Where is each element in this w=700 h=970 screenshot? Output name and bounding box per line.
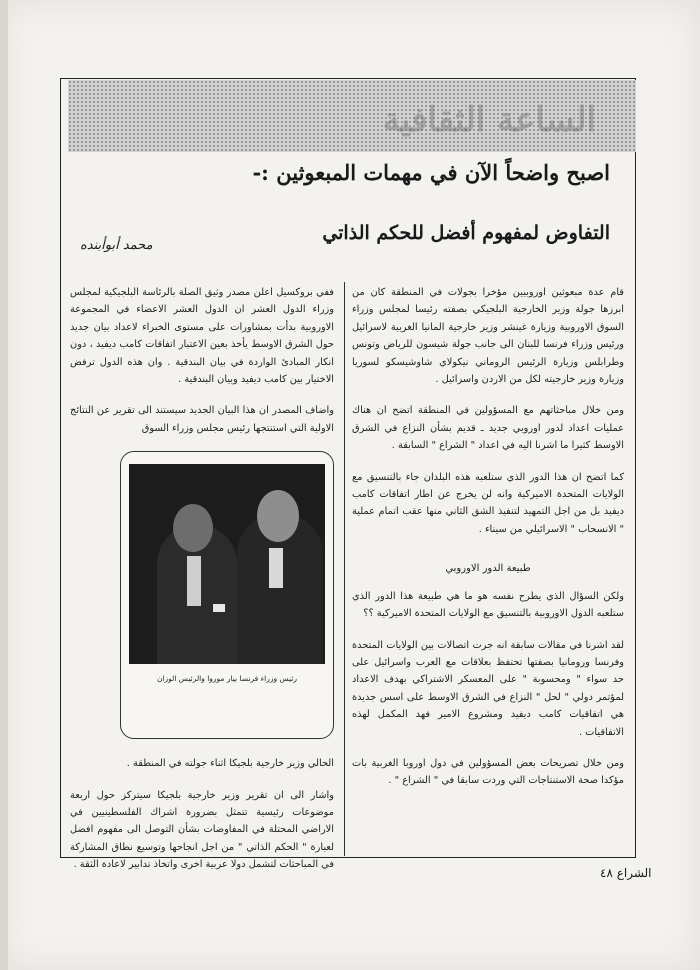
- page-footer: الشراع ٤٨: [600, 866, 652, 880]
- paragraph: ومن خلال تصريحات بعض المسؤولين في دول اوروبا الغربية بات مؤكدا صحة الاستنتاجات التي وردت سابقا في " الشراع " .: [352, 757, 624, 787]
- person-left-head: [173, 504, 213, 552]
- section-banner: [68, 80, 636, 152]
- photo-caption: رئيس وزراء فرنسا بيار موروا والرئيس الوزان: [156, 674, 298, 684]
- column-divider: [344, 282, 345, 856]
- pocket-square: [213, 604, 225, 612]
- left-column: [70, 284, 334, 888]
- person-left-shirt: [187, 556, 201, 606]
- author-byline: محمد أبوأبنده: [80, 238, 153, 253]
- paragraph: الحالي وزير خارجية بلجيكا اثناء جولته في المنطقة .: [126, 758, 334, 770]
- paragraph: ففي بروكسيل اعلن مصدر وثيق الصلة بالرئاسة البلجيكية لمجلس وزراء الدول العشر ان الدول العشر الاعضاء في المجموعة الاوروبية بدأت بمشاورات على مستوى الخبراء لاعداد بيان جديد حول الشرق الاوسط يأخذ بعين الاعتبار اتفاقات كامب ديفيد ، دون انكار المبادئ الواردة في بيان البندقية . وان هذه الدول ترفض الاختيار بين كامب ديفيد وبيان البندقية .: [70, 287, 334, 386]
- paragraph: كما اتضح ان هذا الدور الذي ستلعبه هذه البلدان جاء بالتنسيق مع الولايات المتحدة الاميركية وانه لن يخرج عن اطار اتفاقات كامب ديفيد بل من اجل التمهيد لتنفيذ الشق الثاني منها عقب اتمام عملية " الانسحاب " الاسرائيلي من سيناء .: [352, 471, 624, 535]
- banner-text: الساعة الثقافية: [382, 100, 596, 140]
- news-photo: [129, 464, 325, 664]
- photo-frame: [120, 451, 334, 739]
- paragraph: قام عدة مبعوثين اوروبيين مؤخرا بجولات في المنطقة كان من ابرزها جولة وزير الخارجية البلجيكي بصفته رئيسا لمجلس وزراء السوق الاوروبية وزيارة غينشر وزير خارجية المانيا الغربية لاسرائيل ورئيس وزراء فرنسا للبنان الى جانب جولة شيسون للرياض وتونس وطرابلس وزيارة الرئيس الروماني نيكولاي شاوشيسكو لسوريا وزيارة وزير خارجيته لكل من الاردن واسرائيل .: [352, 287, 624, 386]
- paragraph: واشار الى ان تقرير وزير خارجية بلجيكا سيتركز حول اربعة موضوعات رئيسية تتمثل بضرورة اشراك الفلسطينيين في الاراضي المحتلة في المفاوضات بشأن التوصل الى مفهوم افضل لعبارة " الحكم الذاتي " من اجل انجاحها وتوسيع نطاق المشاركة في المباحثات لتشمل دولا عربية اخرى واتخاذ تدابير لاعادة الثقة .: [70, 789, 334, 871]
- headline-main: اصبح واضحاً الآن في مهمات المبعوثين :-: [252, 160, 610, 185]
- person-right-head: [257, 490, 299, 542]
- paragraph: ومن خلال مباحثاتهم مع المسؤولين في المنطقة اتضح ان هناك عمليات اعداد لدور اوروبي جديد ـ قديم بشأن النزاع في الشرق الاوسط كثيرا ما اشرنا اليه في اعداد " الشراع " السابقة .: [352, 405, 624, 452]
- paragraph: ولكن السؤال الذي يطرح نفسه هو ما هي طبيعة هذا الدور الذي ستلعبه الدول الاوروبية بالتنسيق مع الولايات المتحدة الاميركية ؟؟: [352, 590, 624, 620]
- headline-sub: التفاوض لمفهوم أفضل للحكم الذاتي: [322, 222, 610, 244]
- section-subhead: طبيعة الدور الاوروبي: [445, 563, 531, 575]
- paragraph: لقد اشرنا في مقالات سابقة انه جرت اتصالات بين الولايات المتحدة وفرنسا ورومانيا بصفتها تحتفظ بعلاقات مع العرب واسرائيل على حد سواء " ومحسوبة " على المعسكر الاشتراكي بهدف الاعداد لمؤتمر دولي " لحل " النزاع في الشرق الاوسط على اسس جديدة هي اتفاقيات كامب ديفيد ومشروع الامير فهد المكمل لهذه الاتفاقيات .: [352, 639, 624, 738]
- right-column: [352, 284, 624, 804]
- page-edge: [0, 0, 8, 970]
- person-right-shirt: [269, 548, 283, 588]
- paragraph: واضاف المصدر ان هذا البيان الجديد سيستند الى تقرير عن النتائج الاولية التي استنتجها رئيس مجلس وزراء السوق: [70, 405, 334, 434]
